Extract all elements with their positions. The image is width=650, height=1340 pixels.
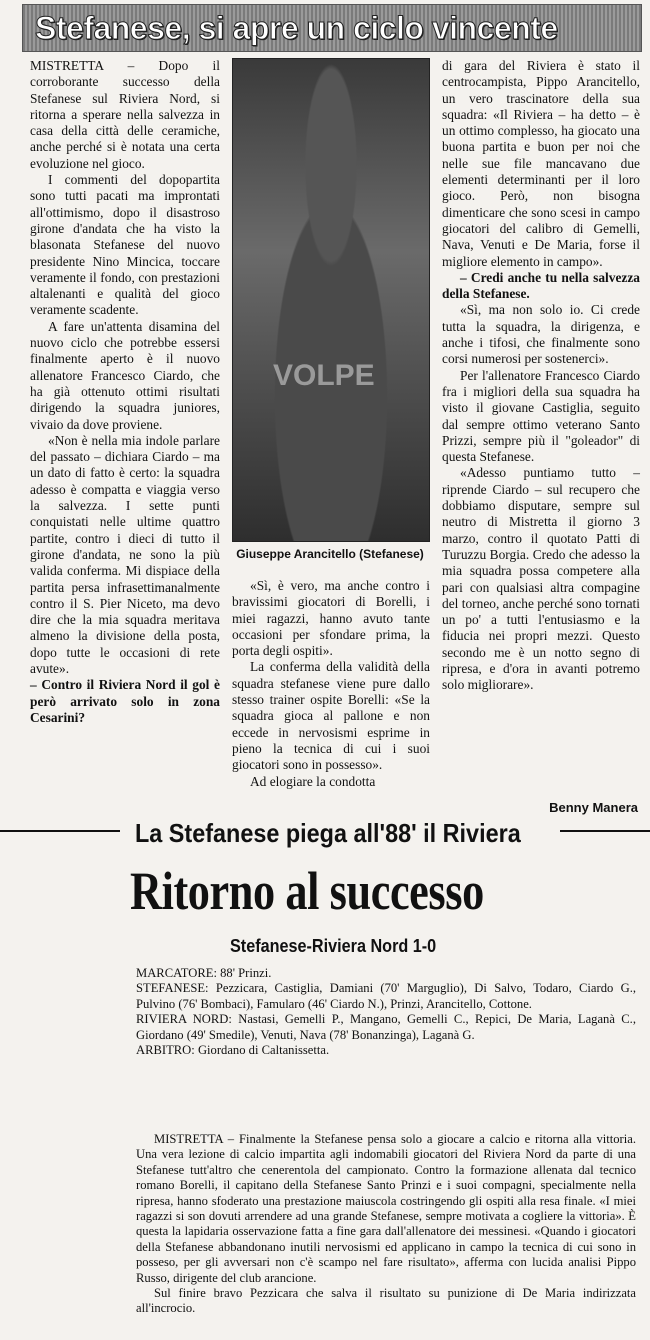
lineup-label: RIVIERA NORD: (136, 1012, 232, 1027)
paragraph: «Non è nella mia indole parlare del passato – dichiara Ciardo – ma un dato di fatto è certo: la squadra adesso è compatta e viaggia verso la salvezza. I sette punti conquistati nelle ultime quattro partite, contro i dieci di tutto il girone d'andata, ne sono la più valida conferma. Mi dispiace della partita persa infrasettimanalmente contro il S. Pier Niceto, ma devo dire che la mia squadra meritava almeno la divisione della posta, dopo tutte le occasioni di rete avute». (30, 432, 220, 676)
match-lineups (136, 966, 636, 1058)
lineup-label: ARBITRO: (136, 1043, 195, 1058)
paragraph: di gara del Riviera è stato il centrocampista, Pippo Arancitello, un vero trascinatore della sua squadra: «Il Riviera – ha detto – è un ottimo complesso, ha giocato una buona partita e buon per noi che nelle sue file mancavano due elementi determinanti per il loro gioco. Però, non bisogna dimenticare che sono scesi in campo giocatori del calibro di Gemelli, Nava, Venuti e De Maria, forse il migliore elemento in campo». (442, 58, 640, 269)
lineup-text: 88' Prinzi. (220, 966, 272, 980)
paragraph: Ad elogiare la condotta (250, 773, 376, 789)
article-headline: Ritorno al successo (130, 861, 484, 921)
lineup-row (136, 966, 636, 981)
match-score: Stefanese-Riviera Nord 1-0 (230, 936, 437, 956)
paragraph: A fare un'attenta disamina del nuovo ciclo che potrebbe essersi finalmente aperto è il nuovo allenatore Francesco Ciardo, che ha già ottenuto ottimi risultati dirigendo la squadra juniores, vivaio da dove proviene. (30, 318, 220, 432)
lineup-label: STEFANESE: (136, 981, 209, 996)
author-signature: Benny Manera (549, 800, 638, 815)
lineup-label: MARCATORE: (136, 966, 217, 980)
divider-left (0, 830, 120, 832)
lineup-text: Pezzicara, Castiglia, Damiani (70' Marguglio), Di Salvo, Todaro, Ciardo G., Pulvino (76' Bombaci), Famularo (46' Ciardo N.), Prinzi, Arancitello, Cottone. (136, 981, 636, 1011)
lineup-row (136, 981, 636, 1012)
paragraph: Per l'allenatore Francesco Ciardo fra i migliori della sua squadra ha visto il giovane Castiglia, seguito dal sempre ottimo veterano Santo Prizzi, sempre più il "goleador" di questa Stefanese. (442, 367, 640, 465)
article-column-1 (30, 58, 220, 726)
paragraph: La conferma della validità della squadra stefanese viene pure dallo stesso trainer ospite Borelli: «Se la squadra gioca al pallone e non eccede in nervosismi esprime in pieno la tecnica di cui i suoi giocatori sono in possesso». (232, 659, 430, 773)
paragraph: MISTRETTA – Dopo il corroborante successo della Stefanese sul Riviera Nord, si ritorna a sperare nella salvezza in casa della città delle ceramiche, anche perché si è notata una certa evoluzione nel gioco. (30, 58, 220, 171)
paragraph: «Sì, ma non solo io. Ci crede tutta la squadra, la dirigenza, e anche i tifosi, che finalmente sono corsi numerosi per sostenerci». (442, 302, 640, 367)
paragraph: I commenti del dopopartita sono tutti pacati ma improntati all'ottimismo, dopo il disastroso girone d'andata che ha visto la blasonata Stefanese del nuovo presidente Nino Mincica, toccare veramente il fondo, con prestazioni altalenanti e qualità del gioco veramente scadente. (30, 172, 220, 318)
lineup-row (136, 1012, 636, 1043)
paragraph: «Sì, è vero, ma anche contro i bravissimi giocatori di Borelli, i miei ragazzi, hanno avuto tante occasioni per sfondare prima, la porta degli ospiti». (232, 578, 430, 659)
article-kicker: La Stefanese piega all'88' il Riviera (135, 818, 521, 848)
interview-question: – Credi anche tu nella salvezza della Stefanese. (442, 269, 640, 302)
lineup-text: Nastasi, Gemelli P., Mangano, Gemelli C., Repici, De Maria, Laganà C., Giordano (49' Smedile), Venuti, Nava (78' Bonanzinga), Laganà G. (136, 1012, 636, 1042)
banner (22, 4, 642, 52)
article-column-2 (232, 578, 430, 790)
article-column-3 (442, 58, 640, 694)
banner-title: Stefanese, si apre un ciclo vincente (35, 9, 558, 46)
photo-caption: Giuseppe Arancitello (Stefanese) (236, 547, 424, 561)
match-report (136, 1132, 636, 1317)
paragraph: MISTRETTA – Finalmente la Stefanese pensa solo a giocare a calcio e ritorna alla vittoria. Una vera lezione di calcio impartita agli indomabili giocatori del Riviera Nord da parte di una Stefanese tutt'altro che cenerentola del campionato. Contro la formazione allenata dal tecnico romano Borelli, il capitano della Stefanese Santo Prinzi e i suoi compagni, specialmente nella ripresa, hanno sfoderato una prestazione maiuscola costringendo gli ospiti alla resa finale. «I miei ragazzi si son dovuti arrendere ad una grande Stefanese, sempre motivata a cogliere la vittoria». È questa la lapidaria osservazione fatta a fine gara dall'allenatore dei messinesi. «Quando i giocatori della Stefanese abbandonano inutili nervosismi ed applicano in campo la tecnica di cui sono in posseso, per gli avversari non c'è scampo nel fare risultato», afferma con lucida analisi Pippo Russo, dirigente del club arancione. (136, 1132, 636, 1285)
lineup-text: Giordano di Caltanissetta. (197, 1043, 330, 1058)
interview-question: – Contro il Riviera Nord il gol è però arrivato solo in zona Cesarini? (30, 677, 220, 725)
shirt-sponsor-text: VOLPE (273, 359, 375, 392)
divider-right (560, 830, 650, 832)
paragraph: Sul finire bravo Pezzicara che salva il risultato su punizione di De Maria indirizzata all'incrocio. (136, 1286, 636, 1316)
paragraph: «Adesso puntiamo tutto – riprende Ciardo – sul recupero che dobbiamo disputare, sempre sul neutro di Mistretta il giorno 3 marzo, contro il quotato Patti di Turuzzu Borgia. Credo che adesso la mia squadra possa competere alla pari con qualsiasi altra compagine del torneo, anche perché sono tornati un po' a tutti l'entusiasmo e la fiducia nei propri mezzi. Questo secondo me è un notto segno di ripresa, e d'ora in avanti potremo solo migliorare». (442, 465, 640, 693)
player-photo (232, 58, 430, 542)
lineup-row (136, 1043, 636, 1058)
